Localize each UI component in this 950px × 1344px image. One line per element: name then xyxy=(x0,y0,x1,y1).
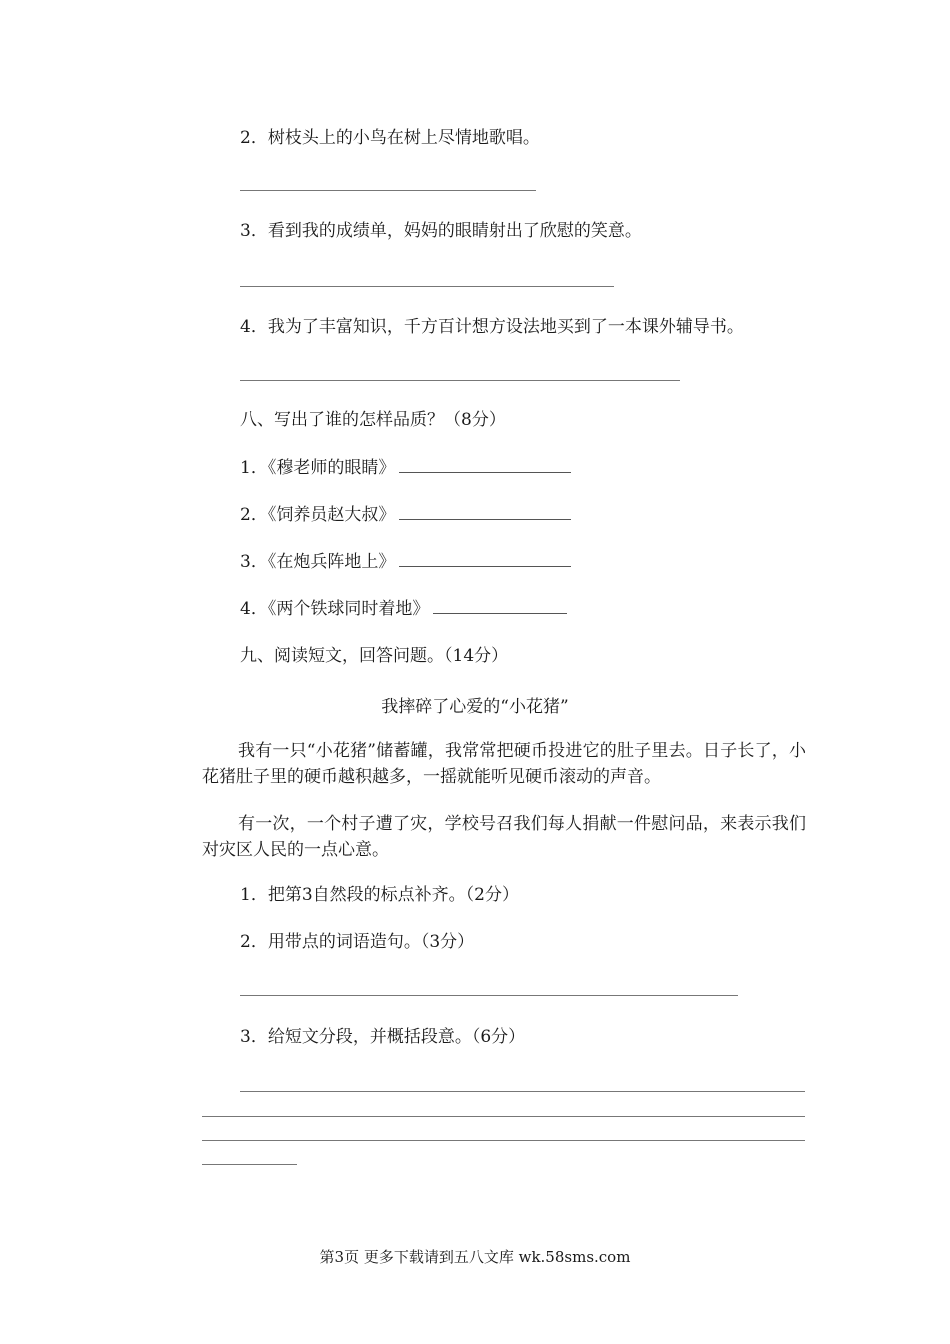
answer-line xyxy=(240,286,614,287)
quality-item-1 xyxy=(240,457,571,479)
question-2: 2．用带点的词语造句。（3分） xyxy=(240,932,475,952)
quality-item-label: 3．《在炮兵阵地上》 xyxy=(240,552,396,572)
answer-line xyxy=(240,380,680,381)
passage-paragraph-2: 有一次，一个村子遭了灾，学校号召我们每人捐献一件慰问品，来表示我们对灾区人民的一点心意。 xyxy=(202,814,806,860)
question-1: 1．把第3自然段的标点补齐。（2分） xyxy=(240,885,519,905)
sentence-item-3: 3．看到我的成绩单，妈妈的眼睛射出了欣慰的笑意。 xyxy=(240,221,642,241)
answer-line xyxy=(240,995,738,996)
answer-blank xyxy=(399,505,571,520)
sentence-item-4: 4．我为了丰富知识，千方百计想方设法地买到了一本课外辅导书。 xyxy=(240,317,744,337)
answer-blank xyxy=(433,599,567,614)
answer-blank xyxy=(399,458,571,473)
answer-line xyxy=(202,1116,805,1117)
sentence-item-2: 2．树枝头上的小鸟在树上尽情地歌唱。 xyxy=(240,128,540,148)
answer-line xyxy=(240,190,536,191)
quality-item-4 xyxy=(240,598,567,620)
passage-paragraph-1: 我有一只“小花猪”储蓄罐，我常常把硬币投进它的肚子里去。日子长了，小花猪肚子里的硬币越积越多，一摇就能听见硬币滚动的声音。 xyxy=(202,741,806,787)
answer-line xyxy=(202,1140,805,1141)
quality-item-2 xyxy=(240,504,571,526)
answer-blank xyxy=(399,552,571,567)
quality-item-3 xyxy=(240,551,571,573)
section-8-heading: 八、写出了谁的怎样品质？（8分） xyxy=(240,410,506,430)
quality-item-label: 4．《两个铁球同时着地》 xyxy=(240,599,430,619)
passage-title: 我摔碎了心爱的“小花猪” xyxy=(381,697,569,717)
quality-item-label: 1．《穆老师的眼睛》 xyxy=(240,458,396,478)
answer-line xyxy=(202,1164,297,1165)
section-9-heading: 九、阅读短文，回答问题。（14分） xyxy=(240,646,509,666)
page-footer: 第3页 更多下载请到五八文库 wk.58sms.com xyxy=(319,1248,631,1266)
answer-line xyxy=(240,1091,805,1092)
quality-item-label: 2．《饲养员赵大叔》 xyxy=(240,505,396,525)
question-3: 3．给短文分段，并概括段意。（6分） xyxy=(240,1027,526,1047)
